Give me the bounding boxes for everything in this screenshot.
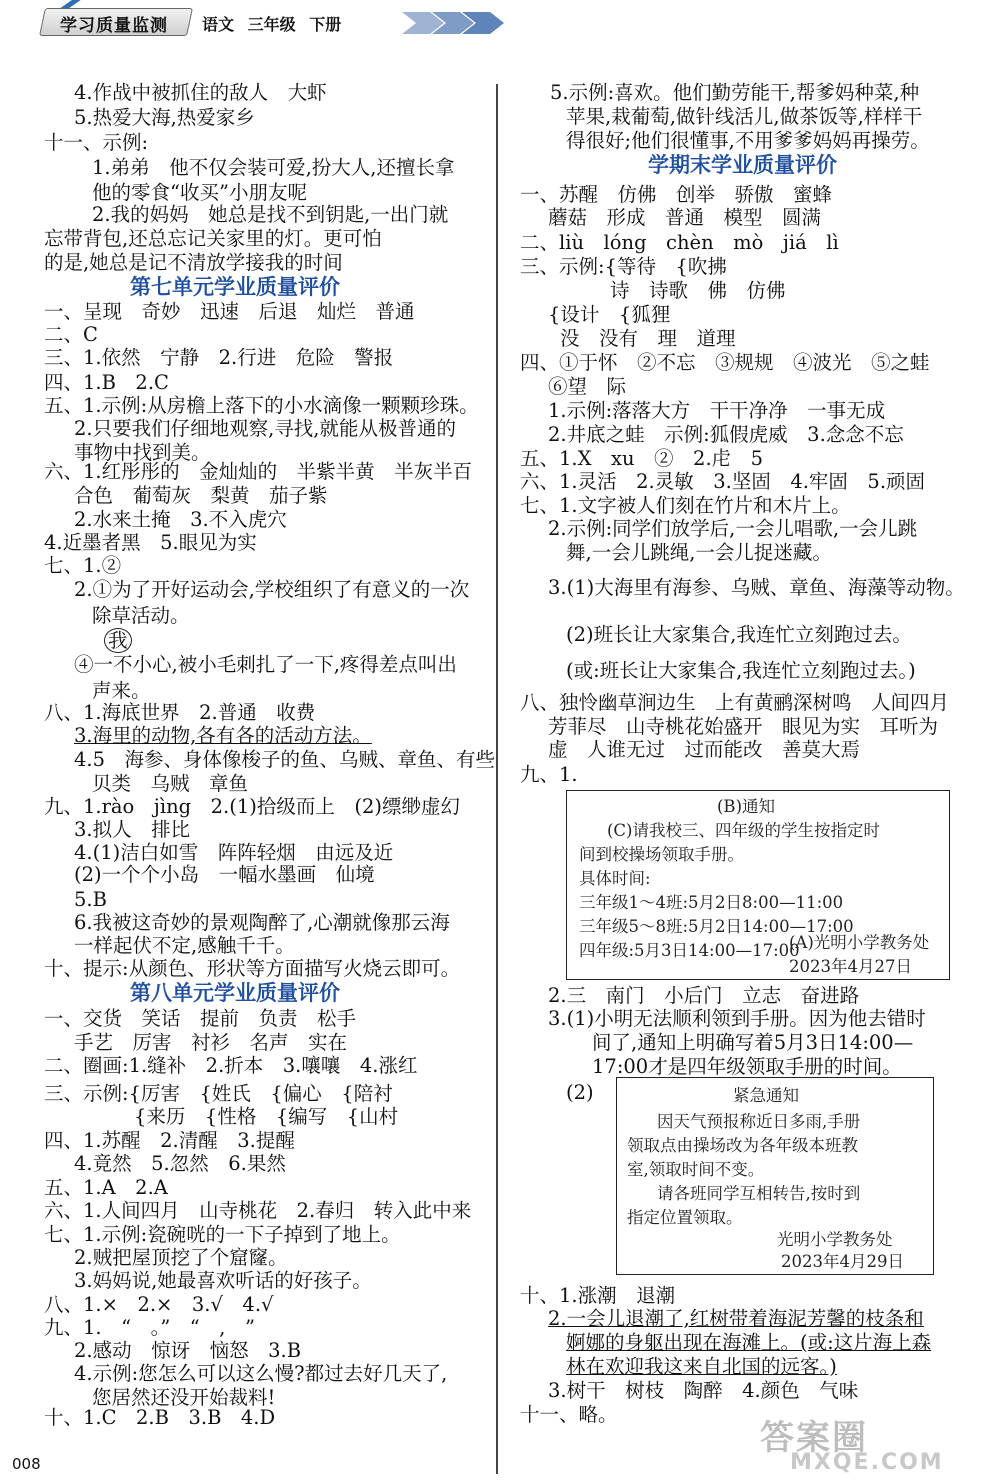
text-line: 2.示例:同学们放学后,一会儿唱歌,一会儿跳 bbox=[548, 517, 918, 540]
text-line: 四、①于怀 ②不忘 ③规规 ④波光 ⑤之蛙 bbox=[520, 351, 930, 374]
insert-mark bbox=[104, 628, 132, 654]
notice-line: 具体时间: bbox=[579, 869, 651, 888]
text-line: 八、1.× 2.× 3.√ 4.√ bbox=[44, 1293, 274, 1316]
text-line: 事物中找到美。 bbox=[74, 441, 211, 464]
text-line: 5.B bbox=[74, 888, 107, 911]
text-line: 诗 诗歌 佛 仿佛 bbox=[610, 279, 786, 302]
text-line: 三、1.依然 宁静 2.行进 危险 警报 bbox=[44, 346, 394, 369]
section-heading-text: 学期末学业质量评价 bbox=[648, 152, 837, 177]
text-line: 五、1.A 2.A bbox=[44, 1176, 168, 1199]
text-line: 一、苏醒 仿佛 创举 骄傲 蜜蜂 bbox=[520, 183, 833, 206]
text-line: 1.示例:落落大方 干干净净 一事无成 bbox=[548, 399, 886, 422]
header-grade: 三年级 bbox=[247, 15, 296, 34]
urgent-notice-line: 指定位置领取。 bbox=[627, 1208, 743, 1227]
notice-box bbox=[566, 790, 950, 980]
text-line: 苹果,栽葡萄,做针线活儿,做茶饭等,样样干 bbox=[566, 105, 923, 128]
text-line: 3.(1)大海里有海参、乌贼、章鱼、海藻等动物。 bbox=[548, 576, 965, 599]
text-line: 虚 人谁无过 过而能改 善莫大焉 bbox=[548, 738, 861, 761]
text-line: 5.示例:喜欢。他们勤劳能干,帮爹妈种菜,种 bbox=[550, 81, 920, 104]
text-line: 声来。 bbox=[92, 679, 151, 702]
text-line: 六、1.红彤彤的 金灿灿的 半紫半黄 半灰半百 bbox=[44, 460, 473, 483]
text-line: 2.水来土掩 3.不入虎穴 bbox=[74, 508, 287, 531]
notice-date: 2023年4月27日 bbox=[789, 957, 912, 976]
text-line: 七、1.② bbox=[44, 554, 122, 577]
text-line: 4.近墨者黑 5.眼见为实 bbox=[44, 531, 257, 554]
inserted-word: 我 bbox=[104, 628, 132, 653]
text-line: 6.我被这奇妙的景观陶醉了,心潮就像那云海 bbox=[74, 911, 450, 934]
text-line: 间了,通知上明确写着5月3日14:00— bbox=[592, 1031, 914, 1054]
text-line: 十一、略。 bbox=[520, 1403, 618, 1426]
text-line: 九、1. bbox=[520, 763, 578, 786]
text-line: 3.拟人 排比 bbox=[74, 818, 191, 841]
header-volume: 下册 bbox=[309, 15, 342, 34]
text-line: 3.妈妈说,她最喜欢听话的好孩子。 bbox=[74, 1269, 372, 1292]
text-line: 3.树干 树枝 陶醉 4.颜色 气味 bbox=[548, 1379, 859, 1402]
chevron-arrows-icon bbox=[402, 10, 512, 36]
text-line: 三、示例:{等待 {吹拂 bbox=[520, 255, 727, 278]
text-line: 2.只要我们仔细地观察,寻找,就能从极普通的 bbox=[74, 417, 457, 440]
text-line: 九、1.rào jìng 2.(1)拾级而上 (2)缥缈虚幻 bbox=[44, 795, 460, 818]
urgent-notice-line: 请各班同学互相转告,按时到 bbox=[657, 1184, 861, 1203]
text-line: (2)班长让大家集合,我连忙立刻跑过去。 bbox=[566, 623, 912, 646]
text-line: 一样起伏不定,感触千千。 bbox=[74, 934, 295, 957]
text-line: 四、1.B 2.C bbox=[44, 371, 169, 394]
text-line: 4.竟然 5.忽然 6.果然 bbox=[74, 1152, 286, 1175]
notice-signature-text: (A)光明小学教务处 bbox=[789, 933, 930, 952]
text-line: 2.一会儿退潮了,红树带着海泥芳馨的枝条和 bbox=[548, 1307, 924, 1330]
text-line: 十、提示:从颜色、形状等方面描写火烧云即可。 bbox=[44, 957, 461, 980]
urgent-notice-box bbox=[616, 1077, 934, 1275]
text-line: 合色 葡萄灰 梨黄 茄子紫 bbox=[74, 484, 328, 507]
page-number: 008 bbox=[12, 1455, 41, 1473]
notice-line: 间到校操场领取手册。 bbox=[579, 845, 744, 864]
text-line: 十一、示例: bbox=[44, 131, 149, 154]
text-line: 除草活动。 bbox=[92, 604, 190, 627]
text-line: 蘑菇 形成 普通 模型 圆满 bbox=[548, 206, 822, 229]
section-heading bbox=[0, 980, 470, 1006]
text-line: 九、1. “ 。” “ , ” bbox=[44, 1316, 255, 1339]
text-line: 2.我的妈妈 她总是找不到钥匙,一出门就 bbox=[92, 203, 449, 226]
text-line: 2.井底之蛙 示例:狐假虎威 3.念念不忘 bbox=[548, 423, 904, 446]
text-line: (2)一个个小岛 一幅水墨画 仙境 bbox=[74, 863, 375, 886]
text-line: 手艺 厉害 衬衫 名声 实在 bbox=[74, 1031, 348, 1054]
text-line: {设计 {狐狸 bbox=[548, 303, 671, 326]
text-line: 3.海里的动物,各有各的活动方法。 bbox=[74, 724, 372, 747]
watermark-logo: 答案圈 bbox=[760, 1418, 868, 1458]
text-line: 2.感动 惊讶 恼怒 3.B bbox=[74, 1339, 302, 1362]
text-line: 五、1.X xu ② 2.虍 5 bbox=[520, 447, 764, 470]
column-divider bbox=[496, 84, 498, 1474]
text-line: 2.贼把屋顶挖了个窟窿。 bbox=[74, 1246, 288, 1269]
text-line: {来历 {性格 {编写 {山村 bbox=[134, 1105, 399, 1128]
urgent-notice-line: 领取点由操场改为各年级本班教 bbox=[627, 1136, 858, 1155]
text-line: 没 没有 理 道理 bbox=[560, 327, 736, 350]
text-line: 十、1.涨潮 退潮 bbox=[520, 1284, 676, 1307]
text-line: 5.热爱大海,热爱家乡 bbox=[74, 106, 255, 129]
header-badge: 学习质量监测 bbox=[60, 16, 168, 36]
text-line: 十、1.C 2.B 3.B 4.D bbox=[44, 1406, 276, 1429]
text-line: 的是,她总是记不清放学接我的时间 bbox=[44, 251, 343, 274]
urgent-notice-date: 2023年4月29日 bbox=[781, 1252, 904, 1271]
text-line: 3.(1)小明无法顺利领到手册。因为他去错时 bbox=[548, 1007, 926, 1030]
text-line: 4.示例:您怎么可以这么慢?都过去好几天了, bbox=[74, 1362, 448, 1385]
text-line: 二、圈画:1.缝补 2.折本 3.嚷嚷 4.涨红 bbox=[44, 1054, 418, 1077]
header-meta bbox=[202, 12, 341, 35]
text-line: (2) bbox=[566, 1081, 594, 1104]
text-line: 七、1.示例:瓷碗咣的一下子掉到了地上。 bbox=[44, 1223, 401, 1246]
text-line: 三、示例:{厉害 {姓氏 {偏心 {陪衬 bbox=[44, 1082, 393, 1105]
text-line: 七、1.文字被人们刻在竹片和木片上。 bbox=[520, 494, 851, 517]
watermark-url: MXQE.COM bbox=[790, 1450, 944, 1475]
section-heading bbox=[505, 152, 980, 178]
text-line: 六、1.灵活 2.灵敏 3.坚固 4.牢固 5.顽固 bbox=[520, 470, 926, 493]
text-line: 忘带背包,还总忘记关家里的灯。更可怕 bbox=[44, 227, 382, 250]
text-line: 五、1.示例:从房檐上落下的小水滴像一颗颗珍珠。 bbox=[44, 394, 479, 417]
text-line: 17:00才是四年级领取手册的时间。 bbox=[592, 1055, 902, 1078]
text-line: 八、独怜幽草涧边生 上有黄鹂深树鸣 人间四月 bbox=[520, 691, 950, 714]
notice-title: (B)通知 bbox=[717, 797, 775, 816]
text-line: 您居然还没开始裁料! bbox=[92, 1386, 276, 1409]
text-line: (或:班长让大家集合,我连忙立刻跑过去。) bbox=[566, 659, 916, 682]
notice-line: 四年级:5月3日14:00—17:00 bbox=[579, 941, 800, 960]
text-line: 四、1.苏醒 2.清醒 3.提醒 bbox=[44, 1129, 295, 1152]
text-line: ④一不小心,被小毛刺扎了一下,疼得差点叫出 bbox=[74, 653, 457, 676]
urgent-notice-line: 因天气预报称近日多雨,手册 bbox=[657, 1112, 861, 1131]
text-line: 婀娜的身躯出现在海滩上。(或:这片海上森 bbox=[566, 1331, 932, 1354]
page-header bbox=[42, 8, 482, 40]
text-line: 贝类 乌贼 章鱼 bbox=[92, 772, 249, 795]
notice-line: (C)请我校三、四年级的学生按指定时 bbox=[607, 821, 880, 840]
text-line: 林在欢迎我这来自北国的远客。) bbox=[566, 1355, 837, 1378]
text-line: 他的零食“收买”小朋友呢 bbox=[92, 181, 307, 204]
text-line: 二、liù lóng chèn mò jiá lì bbox=[520, 231, 839, 254]
section-heading bbox=[0, 274, 470, 300]
text-line: 1.弟弟 他不仅会装可爱,扮大人,还擅长拿 bbox=[92, 156, 455, 179]
section-heading-text: 第七单元学业质量评价 bbox=[130, 274, 340, 299]
notice-line: 三年级5～8班:5月2日14:00—17:00 bbox=[579, 917, 854, 936]
urgent-notice-signature: 光明小学教务处 bbox=[777, 1230, 893, 1249]
text-line: 4.(1)洁白如雪 阵阵轻烟 由远及近 bbox=[74, 841, 394, 864]
text-line: 六、1.人间四月 山寺桃花 2.春归 转入此中来 bbox=[44, 1199, 472, 1222]
urgent-notice-line: 室,领取时间不变。 bbox=[627, 1160, 765, 1179]
text-line: 一、呈现 奇妙 迅速 后退 灿烂 普通 bbox=[44, 300, 415, 323]
text-line: 4.5 海参、身体像梭子的鱼、乌贼、章鱼、有些 bbox=[74, 748, 496, 771]
text-line: 芳菲尽 山寺桃花始盛开 眼见为实 耳听为 bbox=[548, 715, 939, 738]
text-line: 4.作战中被抓住的敌人 大虾 bbox=[74, 81, 327, 104]
urgent-notice-title: 紧急通知 bbox=[733, 1086, 799, 1105]
text-line: ⑥望 际 bbox=[548, 375, 627, 398]
notice-line: 三年级1～4班:5月2日8:00—11:00 bbox=[579, 893, 844, 912]
text-line: 2.三 南门 小后门 立志 奋进路 bbox=[548, 984, 860, 1007]
text-line: 2.①为了开好运动会,学校组织了有意义的一次 bbox=[74, 578, 470, 601]
header-subject: 语文 bbox=[202, 15, 235, 34]
section-heading-text: 第八单元学业质量评价 bbox=[130, 980, 340, 1005]
text-line: 二、C bbox=[44, 323, 98, 346]
text-line: 舞,一会儿跳绳,一会儿捉迷藏。 bbox=[566, 541, 832, 564]
text-line: 一、交货 笑话 提前 负责 松手 bbox=[44, 1007, 357, 1030]
text-line: 得很好;他们很懂事,不用爹爹妈妈再操劳。 bbox=[566, 129, 930, 152]
text-line: 八、1.海底世界 2.普通 收费 bbox=[44, 701, 316, 724]
